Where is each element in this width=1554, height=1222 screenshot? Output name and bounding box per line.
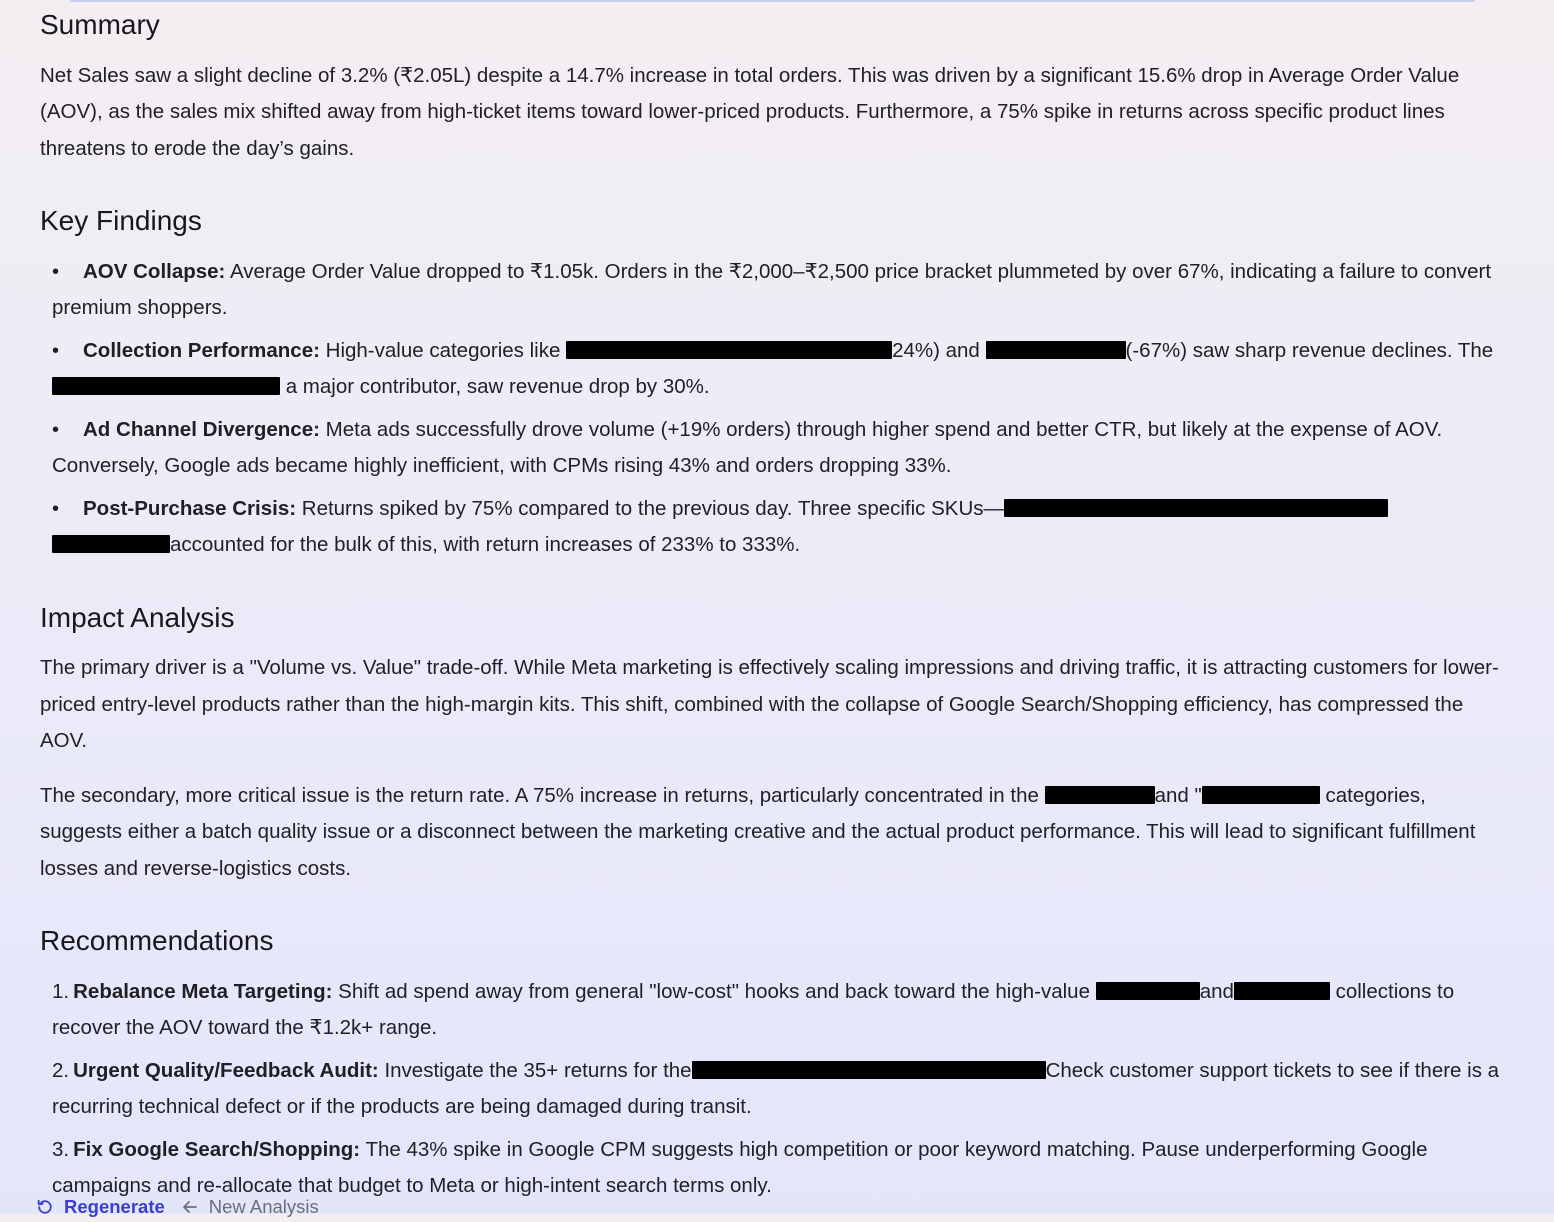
recommendations-list — [40, 974, 1500, 1205]
redaction-bar — [1004, 499, 1388, 517]
redaction-bar — [52, 535, 170, 553]
recommendation-label: Urgent Quality/Feedback Audit: — [73, 1058, 379, 1082]
recommendation-quality-audit — [52, 1053, 1500, 1126]
redaction-bar — [692, 1061, 1046, 1079]
recommendation-label: Rebalance Meta Targeting: — [73, 979, 333, 1003]
recommendation-label: Fix Google Search/Shopping: — [73, 1137, 361, 1161]
finding-aov-collapse — [52, 254, 1500, 327]
impact-analysis-heading: Impact Analysis — [40, 601, 235, 633]
finding-text: High-value categories like — [319, 338, 567, 362]
bullet-icon: • — [52, 339, 60, 362]
finding-text: 24%) and — [892, 338, 986, 362]
finding-text: (-67%) saw sharp revenue declines. The — [1125, 338, 1494, 362]
bullet-icon: • — [52, 497, 60, 520]
key-findings-list — [40, 254, 1500, 564]
recommendation-text: collections to recover the AOV toward the ₹1.2k+ range. — [52, 979, 1455, 1040]
bullet-icon: • — [52, 418, 60, 441]
recommendation-text: Investigate the 35+ returns for the — [378, 1058, 692, 1082]
recommendation-text: Check customer support tickets to see if there is a recurring technical defect or if the products are being damaged during transit. — [52, 1058, 1500, 1119]
refresh-icon — [36, 1198, 54, 1216]
impact-text: categories, suggests either a batch quality issue or a disconnect between the marketing creative and the actual product performance. This will lead to significant fulfillment losses and reverse-logistics costs. — [40, 783, 1476, 880]
redaction-bar — [1045, 786, 1155, 804]
finding-post-purchase-crisis — [52, 491, 1500, 564]
finding-text: Meta ads successfully drove volume (+19% orders) through higher spend and better CTR, but likely at the expense of AOV. Conversely, Google ads became highly inefficient, with CPMs rising 43% and orders dropping 33%. — [52, 417, 1443, 478]
finding-label: AOV Collapse: — [83, 259, 226, 283]
list-number: 2. — [52, 1058, 70, 1082]
redaction-bar — [1234, 982, 1330, 1000]
redaction-bar — [52, 377, 280, 395]
redaction-bar — [566, 341, 892, 359]
recommendation-rebalance-meta — [52, 974, 1500, 1047]
analysis-report — [40, 0, 1500, 1198]
bullet-icon: • — [52, 260, 60, 283]
finding-label: Ad Channel Divergence: — [83, 417, 320, 441]
list-number: 3. — [52, 1137, 70, 1161]
arrow-left-icon — [181, 1198, 199, 1216]
recommendation-text: Shift ad spend away from general "low-cost" hooks and back toward the high-value — [332, 979, 1096, 1003]
key-findings-heading: Key Findings — [40, 205, 202, 237]
finding-text: accounted for the bulk of this, with return increases of 233% to 333%. — [170, 533, 801, 557]
new-analysis-label: New Analysis — [208, 1196, 319, 1217]
finding-text: a major contributor, saw revenue drop by 30%. — [280, 375, 710, 399]
summary-text: Net Sales saw a slight decline of 3.2% (₹2.05L) despite a 14.7% increase in total orders. This was driven by a significant 15.6% drop in Average Order Value (AOV), as the sales mix shifted away from high-ticket items toward lower-priced products. Furthermore, a 75% spike in returns across specific product lines threatens to erode the day’s gains. — [40, 63, 1460, 160]
impact-text: and " — [1154, 783, 1202, 807]
recommendation-text: The 43% spike in Google CPM suggests high competition or poor keyword matching. Pause underperforming Google campaigns and re-allocate that budget to Meta or high-intent search terms only. — [52, 1137, 1428, 1198]
finding-collection-performance — [52, 333, 1500, 406]
recommendation-text: and — [1199, 979, 1234, 1003]
finding-text: Average Order Value dropped to ₹1.05k. Orders in the ₹2,000–₹2,500 price bracket plummeted by over 67%, indicating a failure to convert premium shoppers. — [52, 259, 1492, 320]
impact-paragraph-2 — [40, 778, 1500, 888]
finding-label: Post-Purchase Crisis: — [83, 496, 297, 520]
redaction-bar — [986, 341, 1126, 359]
redaction-bar — [1096, 982, 1200, 1000]
list-number: 1. — [52, 979, 70, 1003]
summary-heading: Summary — [40, 9, 160, 40]
redaction-bar — [1202, 786, 1320, 804]
finding-label: Collection Performance: — [83, 338, 320, 362]
finding-text: Returns spiked by 75% compared to the previous day. Three specific SKUs— — [296, 496, 1005, 520]
action-bar — [36, 1192, 319, 1222]
regenerate-button[interactable] — [36, 1196, 165, 1218]
recommendations-heading: Recommendations — [40, 925, 274, 957]
impact-paragraph-1: The primary driver is a "Volume vs. Value" trade-off. While Meta marketing is effectively scaling impressions and driving traffic, it is attracting customers for lower-priced entry-level products rather than the high-margin kits. This shift, combined with the collapse of Google Search/Shopping efficiency, has compressed the AOV. — [40, 656, 1499, 753]
finding-ad-channel-divergence — [52, 412, 1500, 485]
impact-text: The secondary, more critical issue is the return rate. A 75% increase in returns, particularly concentrated in the — [40, 783, 1045, 807]
regenerate-label: Regenerate — [64, 1196, 165, 1217]
new-analysis-button[interactable] — [181, 1196, 319, 1218]
